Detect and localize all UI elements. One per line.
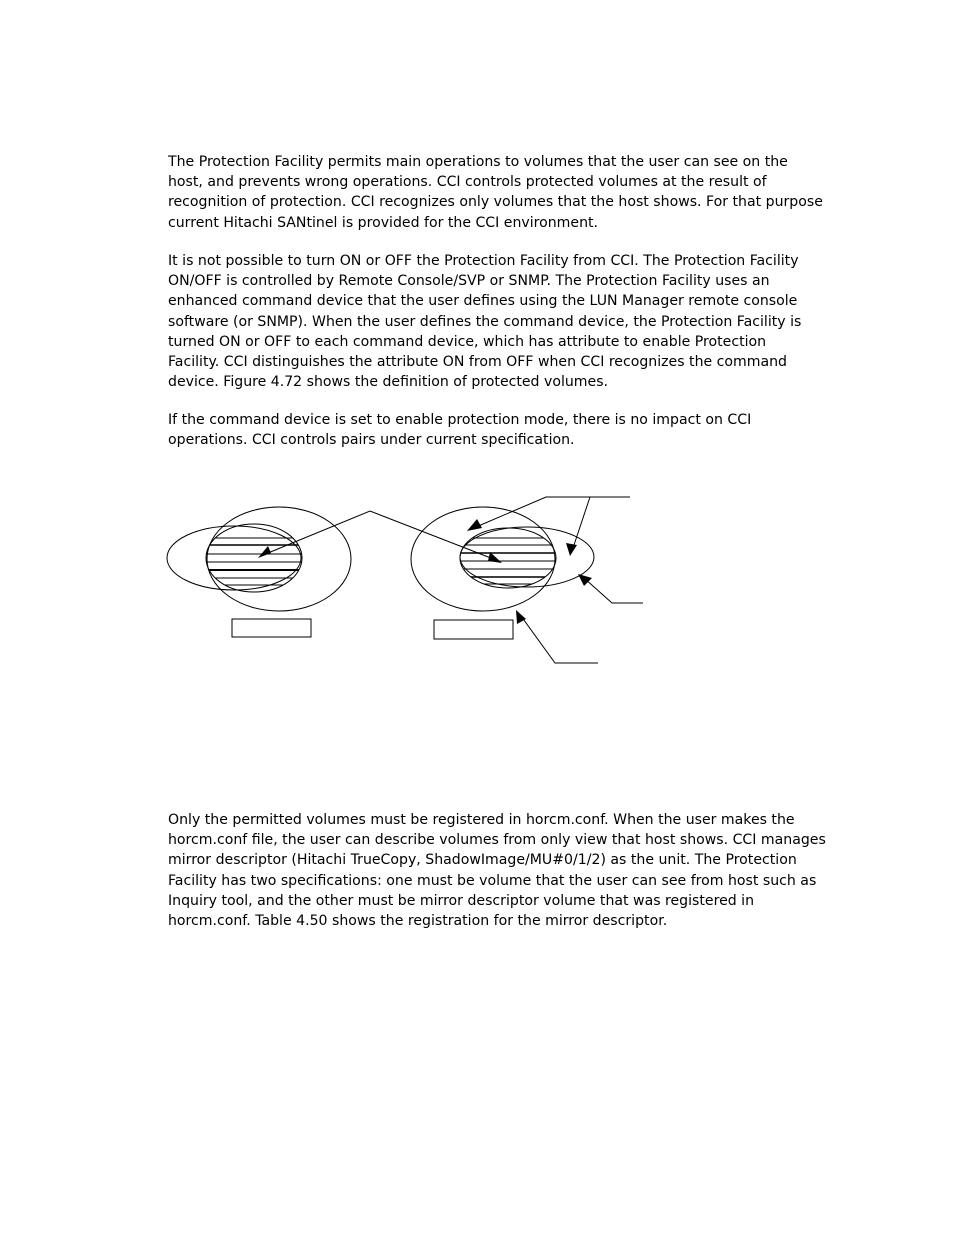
right-label-box [434,620,513,639]
right-outer-ellipse [411,507,555,611]
arrowhead-middle-right [578,574,592,586]
protected-volumes-diagram [160,488,660,674]
arrowhead-right-outer [467,519,482,531]
right-hatched-ellipse [460,528,556,588]
bottom-right-callout-line [521,616,598,663]
left-hatched-ellipse [206,524,302,592]
paragraph-protection-mode-impact: If the command device is set to enable protection mode, there is no impact on CCI operations. CCI controls pairs under current specification. [168,412,752,449]
arrowhead-bottom-right [516,610,526,624]
right-side-ellipse [460,527,594,587]
middle-right-callout-line [584,578,643,603]
paragraph-horcm-registration: Only the permitted volumes must be registered in horcm.conf. When the user makes the horcm.conf file, the user can describe volumes from only view that host shows. CCI manages mirror descriptor (Hitachi TrueCopy, ShadowImage/MU#0/1/2) as the unit. The Protection Facility has two specifications: one must be volume that the user can see from host such as Inquiry tool, and the other must be mirror descriptor volume that was registered in horcm.conf. Table 4.50 shows the registration for the mirror descriptor. [168,812,826,930]
top-right-callout-line [476,497,630,527]
arrowhead-left-hatched [258,546,271,558]
right-hatch-lines [455,538,565,584]
top-right-branch-line [573,497,590,548]
left-outer-ellipse [207,507,351,611]
arrowhead-right-side [566,543,577,556]
left-side-ellipse [167,526,301,590]
left-label-box [232,619,311,637]
paragraph-protection-facility-intro: The Protection Facility permits main operations to volumes that the user can see on the host, and prevents wrong operations. CCI controls protected volumes at the result of recognition of protection. CCI recognizes only volumes that the host shows. For that purpose current Hitachi SANtinel is provided for the CCI environment. [168,154,823,231]
paragraph-protection-facility-on-off: It is not possible to turn ON or OFF the Protection Facility from CCI. The Protection Facility ON/OFF is controlled by Remote Console/SVP or SNMP. The Protection Facility uses an enhanced command device that the user defines using the LUN Manager remote console software (or SNMP). When the user defines the command device, the Protection Facility is turned ON or OFF to each command device, which has attribute to enable Protection Facility. CCI distinguishes the attribute ON from OFF when CCI recognizes the command device. Figure 4.72 shows the definition of protected volumes. [168,253,802,391]
